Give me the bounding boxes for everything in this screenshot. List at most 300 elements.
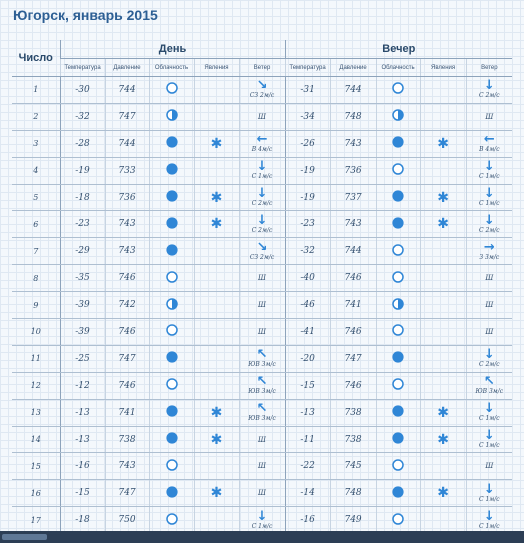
table-row [12, 265, 512, 292]
overcast-icon [166, 244, 178, 259]
day-phenomena [194, 103, 239, 130]
wind-value: С 1м/с [478, 442, 500, 450]
table-row [12, 238, 512, 265]
evening-phenomena [420, 453, 466, 480]
evening-wind [466, 211, 512, 238]
day-number: 4 [12, 157, 60, 184]
wind-value: С 1м/с [478, 495, 500, 503]
day-pressure: 741 [105, 399, 149, 426]
day-phenomena [194, 319, 239, 346]
snow-icon: ✱ [437, 404, 449, 421]
day-temperature: -39 [60, 319, 105, 346]
arrow-down-icon: ↓ [483, 186, 495, 201]
weather-rows [12, 77, 512, 534]
evening-clouds [376, 157, 420, 184]
day-phenomena [194, 345, 239, 372]
snow-icon: ✱ [437, 431, 449, 448]
day-clouds [149, 426, 194, 453]
arrow-down-icon: ↓ [483, 159, 495, 175]
evening-pressure: 746 [330, 372, 376, 399]
evening-clouds [376, 103, 420, 130]
evening-wind [466, 480, 512, 507]
wind-value: СЗ 2м/с [249, 92, 275, 100]
clear-sky-icon [166, 459, 178, 474]
evening-phenomena [420, 426, 466, 453]
partly-cloudy-icon [166, 109, 178, 124]
table-row [12, 399, 512, 426]
wind-value: ЮВ 3м/с [248, 388, 276, 396]
day-pressure-header: Давление [105, 59, 149, 77]
day-wind [239, 319, 285, 346]
snow-icon: ✱ [437, 216, 449, 233]
arrow-right-icon: → [483, 239, 495, 255]
calm-label: Ш [258, 327, 267, 336]
overcast-icon [392, 136, 404, 151]
evening-temperature: -34 [285, 103, 330, 130]
overcast-icon [392, 351, 404, 366]
evening-wind [466, 157, 512, 184]
calm-label: Ш [485, 274, 494, 283]
table-row [12, 319, 512, 346]
evening-temperature: -40 [285, 265, 330, 292]
evening-phenomena [420, 507, 466, 534]
arrow-down-icon: ↓ [483, 481, 495, 497]
day-temperature: -18 [60, 184, 105, 211]
evening-clouds-header: Облачность [376, 59, 420, 77]
day-pressure: 747 [105, 480, 149, 507]
day-wind [239, 426, 285, 453]
evening-pressure: 737 [330, 184, 376, 211]
calm-label: Ш [485, 112, 494, 121]
evening-clouds [376, 265, 420, 292]
day-temperature: -35 [60, 265, 105, 292]
evening-clouds [376, 77, 420, 104]
clear-sky-icon [166, 513, 178, 528]
snow-icon: ✱ [210, 485, 223, 502]
day-wind [239, 211, 285, 238]
evening-wind [466, 399, 512, 426]
evening-wind [466, 507, 512, 534]
snow-icon: ✱ [437, 135, 449, 152]
day-phenomena [194, 426, 239, 453]
wind-value: СЗ 2м/с [249, 253, 275, 261]
arrow-down-icon: ↓ [256, 186, 268, 201]
day-clouds [149, 184, 194, 211]
evening-phenomena [420, 184, 466, 211]
evening-phenomena [420, 292, 466, 319]
evening-phenomena [420, 480, 466, 507]
evening-temperature: -19 [285, 184, 330, 211]
day-number: 15 [12, 453, 60, 480]
evening-clouds [376, 130, 420, 157]
day-number: 14 [12, 426, 60, 453]
arrow-down-icon: ↓ [256, 159, 268, 175]
wind-value: В 4м/с [251, 146, 273, 154]
evening-temperature: -13 [285, 399, 330, 426]
day-temperature: -13 [60, 399, 105, 426]
day-clouds [149, 507, 194, 534]
day-temperature: -30 [60, 77, 105, 104]
day-phenomena [194, 77, 239, 104]
day-phenomena [194, 399, 239, 426]
day-wind [239, 292, 285, 319]
day-number: 16 [12, 480, 60, 507]
arrow-up-left-icon: ↖ [256, 347, 268, 363]
day-number: 9 [12, 292, 60, 319]
day-pressure: 742 [105, 292, 149, 319]
snow-icon: ✱ [210, 216, 223, 233]
overcast-icon [166, 486, 178, 501]
evening-temperature: -46 [285, 292, 330, 319]
table-row [12, 103, 512, 130]
evening-wind-header: Ветер [466, 59, 512, 77]
arrow-down-right-icon: ↘ [256, 239, 268, 255]
evening-phenomena-header: Явления [420, 59, 466, 77]
overcast-icon [166, 217, 178, 232]
evening-clouds [376, 399, 420, 426]
day-clouds [149, 453, 194, 480]
day-pressure: 747 [105, 103, 149, 130]
evening-wind [466, 77, 512, 104]
evening-wind [466, 453, 512, 480]
evening-phenomena [420, 130, 466, 157]
table-row [12, 507, 512, 534]
evening-pressure: 736 [330, 157, 376, 184]
snow-icon: ✱ [437, 485, 449, 502]
table-row [12, 211, 512, 238]
day-pressure: 743 [105, 211, 149, 238]
day-pressure: 743 [105, 238, 149, 265]
evening-pressure: 749 [330, 507, 376, 534]
evening-temperature: -11 [285, 426, 330, 453]
evening-pressure: 747 [330, 345, 376, 372]
snow-icon: ✱ [210, 135, 223, 152]
clear-sky-icon [392, 459, 404, 474]
wind-value: С 1м/с [478, 200, 500, 207]
partly-cloudy-icon [166, 298, 178, 313]
arrow-down-icon: ↓ [256, 212, 268, 228]
day-phenomena [194, 265, 239, 292]
day-clouds [149, 480, 194, 507]
day-pressure: 746 [105, 265, 149, 292]
day-temperature: -23 [60, 211, 105, 238]
day-temperature: -25 [60, 345, 105, 372]
day-pressure: 750 [105, 507, 149, 534]
overcast-icon [166, 190, 178, 205]
evening-pressure: 744 [330, 77, 376, 104]
day-phenomena-header: Явления [194, 59, 239, 77]
day-pressure: 736 [105, 184, 149, 211]
evening-temperature: -19 [285, 157, 330, 184]
day-phenomena [194, 130, 239, 157]
snow-icon: ✱ [210, 431, 223, 448]
partly-cloudy-icon [392, 109, 404, 124]
calm-label: Ш [258, 301, 267, 310]
day-number: 6 [12, 211, 60, 238]
evening-wind [466, 103, 512, 130]
day-clouds [149, 103, 194, 130]
horizontal-scrollbar[interactable] [0, 531, 524, 543]
calm-label: Ш [258, 112, 267, 121]
table-row [12, 292, 512, 319]
partly-cloudy-icon [392, 298, 404, 313]
table-row [12, 157, 512, 184]
day-temperature: -32 [60, 103, 105, 130]
day-temperature: -16 [60, 453, 105, 480]
day-clouds [149, 399, 194, 426]
arrow-down-icon: ↓ [256, 508, 268, 524]
wind-value: С 1м/с [478, 173, 500, 181]
evening-wind [466, 184, 512, 211]
evening-clouds [376, 426, 420, 453]
evening-pressure: 748 [330, 480, 376, 507]
arrow-down-icon: ↓ [483, 428, 495, 444]
evening-pressure: 746 [330, 265, 376, 292]
day-wind-header: Ветер [239, 59, 285, 77]
snow-icon: ✱ [210, 189, 223, 206]
day-number: 8 [12, 265, 60, 292]
evening-wind [466, 265, 512, 292]
evening-clouds [376, 238, 420, 265]
evening-phenomena [420, 157, 466, 184]
evening-pressure: 743 [330, 130, 376, 157]
wind-value: С 2м/с [251, 200, 273, 207]
calm-label: Ш [485, 462, 494, 471]
arrow-down-icon: ↓ [483, 78, 495, 94]
evening-temperature: -14 [285, 480, 330, 507]
evening-phenomena [420, 345, 466, 372]
day-phenomena [194, 453, 239, 480]
day-wind [239, 77, 285, 104]
arrow-up-left-icon: ↖ [256, 374, 268, 390]
wind-value: З 3м/с [479, 253, 500, 261]
evening-pressure: 738 [330, 399, 376, 426]
evening-wind [466, 292, 512, 319]
arrow-down-icon: ↓ [483, 212, 495, 228]
evening-wind [466, 130, 512, 157]
day-phenomena [194, 480, 239, 507]
arrow-down-right-icon: ↘ [256, 78, 268, 94]
evening-phenomena [420, 238, 466, 265]
clear-sky-icon [166, 82, 178, 97]
day-group-header: День [60, 40, 285, 59]
weather-table [12, 40, 512, 534]
wind-value: С 1м/с [478, 415, 500, 423]
day-clouds [149, 238, 194, 265]
evening-pressure: 738 [330, 426, 376, 453]
evening-phenomena [420, 211, 466, 238]
day-clouds [149, 265, 194, 292]
clear-sky-icon [392, 513, 404, 528]
evening-phenomena [420, 265, 466, 292]
day-pressure: 744 [105, 130, 149, 157]
day-phenomena [194, 507, 239, 534]
wind-value: С 1м/с [251, 522, 273, 530]
day-wind [239, 480, 285, 507]
evening-clouds [376, 453, 420, 480]
day-wind [239, 130, 285, 157]
day-wind [239, 184, 285, 211]
evening-pressure: 746 [330, 319, 376, 346]
evening-phenomena [420, 399, 466, 426]
day-clouds [149, 345, 194, 372]
day-temperature-header: Температура [60, 59, 105, 77]
day-pressure: 743 [105, 453, 149, 480]
evening-phenomena [420, 319, 466, 346]
day-wind [239, 157, 285, 184]
table-row [12, 480, 512, 507]
wind-value: С 2м/с [251, 226, 273, 234]
day-pressure: 733 [105, 157, 149, 184]
evening-clouds [376, 292, 420, 319]
clear-sky-icon [392, 244, 404, 259]
overcast-icon [392, 405, 404, 420]
day-pressure: 746 [105, 319, 149, 346]
clear-sky-icon [392, 82, 404, 97]
evening-pressure: 748 [330, 103, 376, 130]
evening-pressure: 741 [330, 292, 376, 319]
evening-pressure: 744 [330, 238, 376, 265]
day-number: 5 [12, 184, 60, 211]
overcast-icon [392, 486, 404, 501]
day-number: 13 [12, 399, 60, 426]
day-temperature: -19 [60, 157, 105, 184]
evening-wind [466, 238, 512, 265]
calm-label: Ш [258, 435, 267, 444]
arrow-up-left-icon: ↖ [483, 374, 495, 390]
day-pressure: 747 [105, 345, 149, 372]
day-clouds [149, 130, 194, 157]
day-wind [239, 103, 285, 130]
evening-wind [466, 372, 512, 399]
day-number: 17 [12, 507, 60, 534]
clear-sky-icon [166, 271, 178, 286]
clear-sky-icon [392, 378, 404, 393]
day-number: 11 [12, 345, 60, 372]
evening-temperature-header: Температура [285, 59, 330, 77]
day-wind [239, 507, 285, 534]
calm-label: Ш [258, 489, 267, 498]
day-wind [239, 238, 285, 265]
day-pressure: 744 [105, 77, 149, 104]
day-wind [239, 265, 285, 292]
overcast-icon [392, 217, 404, 232]
arrow-down-icon: ↓ [483, 347, 495, 363]
evening-clouds [376, 372, 420, 399]
table-row [12, 77, 512, 104]
snow-icon: ✱ [437, 189, 449, 206]
day-clouds [149, 292, 194, 319]
evening-temperature: -16 [285, 507, 330, 534]
evening-wind [466, 319, 512, 346]
day-clouds [149, 77, 194, 104]
snow-icon: ✱ [210, 404, 223, 421]
day-number: 10 [12, 319, 60, 346]
evening-temperature: -31 [285, 77, 330, 104]
overcast-icon [166, 163, 178, 178]
wind-value: С 2м/с [478, 226, 500, 234]
day-pressure: 738 [105, 426, 149, 453]
day-clouds [149, 319, 194, 346]
day-wind [239, 399, 285, 426]
calm-label: Ш [485, 301, 494, 310]
day-clouds-header: Облачность [149, 59, 194, 77]
wind-value: С 2м/с [478, 361, 500, 369]
day-temperature: -18 [60, 507, 105, 534]
wind-value: ЮВ 3м/с [248, 361, 276, 369]
arrow-up-left-icon: ↖ [256, 401, 268, 417]
number-column-header: Число [12, 40, 60, 77]
wind-value: В 4м/с [479, 146, 500, 154]
scrollbar-thumb[interactable] [2, 534, 47, 540]
day-number: 3 [12, 130, 60, 157]
day-clouds [149, 211, 194, 238]
evening-temperature: -20 [285, 345, 330, 372]
arrow-left-icon: ← [256, 132, 268, 148]
day-temperature: -12 [60, 372, 105, 399]
clear-sky-icon [166, 378, 178, 393]
day-number: 1 [12, 77, 60, 104]
evening-phenomena [420, 372, 466, 399]
evening-phenomena [420, 77, 466, 104]
day-temperature: -15 [60, 480, 105, 507]
overcast-icon [166, 432, 178, 447]
evening-pressure-header: Давление [330, 59, 376, 77]
evening-temperature: -41 [285, 319, 330, 346]
wind-value: ЮВ 3м/с [248, 415, 276, 423]
wind-value: С 1м/с [478, 522, 500, 530]
day-temperature: -28 [60, 130, 105, 157]
day-pressure: 746 [105, 372, 149, 399]
overcast-icon [392, 432, 404, 447]
evening-phenomena [420, 103, 466, 130]
clear-sky-icon [392, 271, 404, 286]
calm-label: Ш [258, 274, 267, 283]
day-phenomena [194, 372, 239, 399]
day-phenomena [194, 157, 239, 184]
evening-wind [466, 426, 512, 453]
overcast-icon [166, 136, 178, 151]
arrow-down-icon: ↓ [483, 508, 495, 524]
evening-temperature: -22 [285, 453, 330, 480]
wind-value: С 2м/с [478, 92, 500, 100]
clear-sky-icon [392, 163, 404, 178]
evening-clouds [376, 319, 420, 346]
clear-sky-icon [392, 324, 404, 339]
day-number: 7 [12, 238, 60, 265]
table-row [12, 372, 512, 399]
day-clouds [149, 372, 194, 399]
evening-wind [466, 345, 512, 372]
wind-value: С 1м/с [251, 173, 273, 181]
day-wind [239, 345, 285, 372]
day-clouds [149, 157, 194, 184]
evening-clouds [376, 507, 420, 534]
overcast-icon [166, 351, 178, 366]
overcast-icon [392, 190, 404, 205]
calm-label: Ш [485, 327, 494, 336]
table-row [12, 426, 512, 453]
evening-temperature: -23 [285, 211, 330, 238]
page-title: Югорск, январь 2015 [13, 7, 158, 23]
day-number: 2 [12, 103, 60, 130]
day-phenomena [194, 184, 239, 211]
day-wind [239, 453, 285, 480]
evening-clouds [376, 345, 420, 372]
day-wind [239, 372, 285, 399]
evening-temperature: -32 [285, 238, 330, 265]
evening-temperature: -26 [285, 130, 330, 157]
